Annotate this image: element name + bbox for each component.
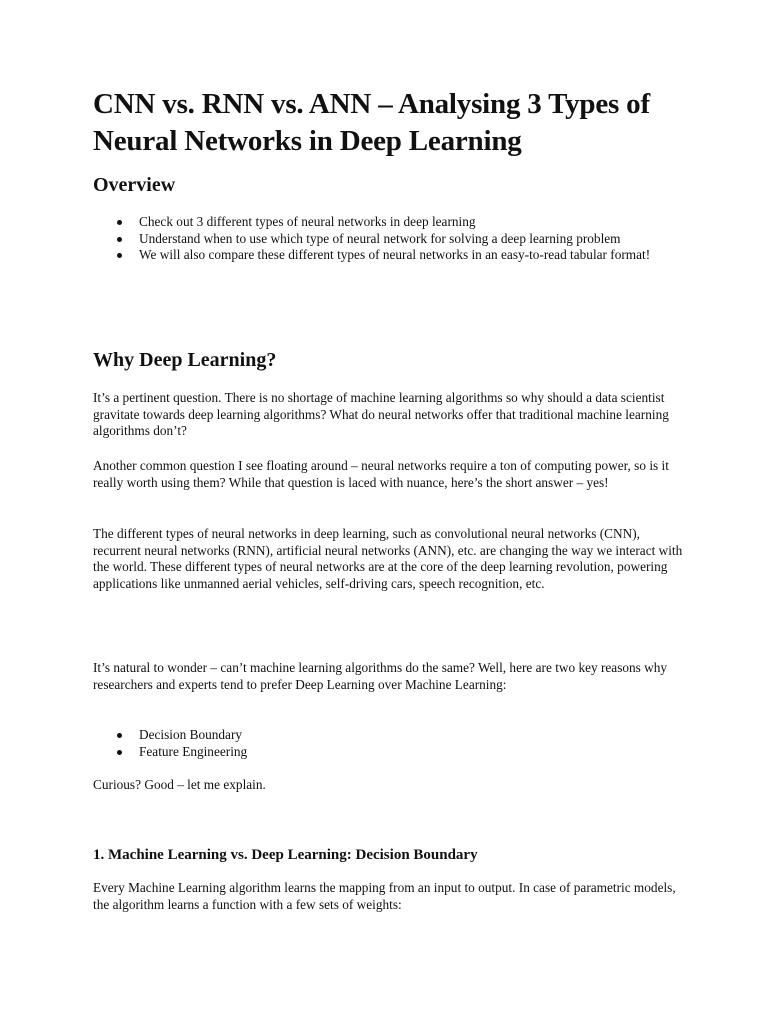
overview-bullet-list: [93, 214, 653, 264]
bullet-icon: [117, 750, 122, 755]
paragraph: It’s a pertinent question. There is no shortage of machine learning algorithms so why should a data scientist gravitate towards deep learning algorithms? What do neural networks offer that traditional machine learning algorithms don’t?: [93, 390, 669, 438]
bullet-icon: [117, 253, 122, 258]
document-title: CNN vs. RNN vs. ANN – Analysing 3 Types of Neural Networks in Deep Learning: [93, 88, 650, 157]
paragraph: Every Machine Learning algorithm learns the mapping from an input to output. In case of parametric models, the algorithm learns a function with a few sets of weights:: [93, 880, 676, 912]
paragraph: The different types of neural networks in deep learning, such as convolutional neural networks (CNN), recurrent neural networks (RNN), artificial neural networks (ANN), etc. are changing the way we interact with the world. These different types of neural networks are at the core of the deep learning revolution, powering applications like unmanned aerial vehicles, self-driving cars, speech recognition, etc.: [93, 526, 683, 591]
list-item: [93, 231, 653, 248]
section-1-heading: 1. Machine Learning vs. Deep Learning: Decision Boundary: [93, 847, 478, 863]
paragraph: It’s natural to wonder – can’t machine learning algorithms do the same? Well, here are two key reasons why researchers and experts tend to prefer Deep Learning over Machine Learning:: [93, 660, 668, 692]
bullet-icon: [117, 733, 122, 738]
bullet-icon: [117, 237, 122, 242]
bullet-icon: [117, 220, 122, 225]
overview-heading: Overview: [93, 174, 176, 196]
list-item-text: Feature Engineering: [139, 743, 248, 759]
list-item-text: We will also compare these different types of neural networks in an easy-to-read tabular format!: [139, 247, 651, 262]
list-item-text: Check out 3 different types of neural networks in deep learning: [139, 214, 476, 229]
why-deep-learning-heading: Why Deep Learning?: [93, 349, 277, 371]
list-item: [93, 214, 653, 231]
list-item: [93, 744, 653, 761]
reasons-bullet-list: [93, 727, 653, 760]
list-item-text: Decision Boundary: [139, 727, 243, 742]
list-item-text: Understand when to use which type of neural network for solving a deep learning problem: [139, 230, 621, 246]
paragraph: Another common question I see floating around – neural networks require a ton of computing power, so is it really worth using them? While that question is laced with nuance, here’s the short answer – yes!: [93, 458, 669, 490]
closing-line: Curious? Good – let me explain.: [93, 777, 266, 792]
list-item: [93, 727, 653, 744]
list-item: [93, 247, 653, 264]
